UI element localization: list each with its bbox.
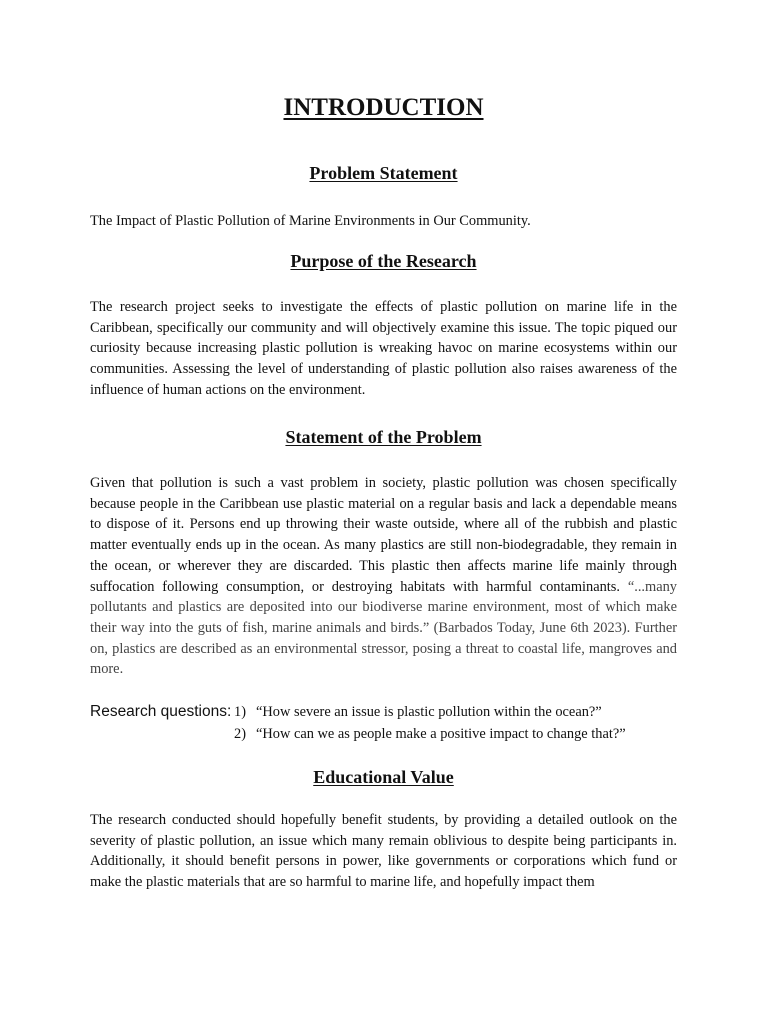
educational-value-heading: Educational Value [313, 767, 454, 787]
purpose-heading: Purpose of the Research [290, 251, 477, 271]
research-question-text: “How can we as people make a positive impact to change that?” [256, 726, 626, 742]
statement-of-problem-text [90, 473, 677, 680]
page-title: INTRODUCTION [283, 94, 484, 121]
problem-statement-text: The Impact of Plastic Pollution of Marine Environments in Our Community. [90, 213, 531, 229]
research-question-number: 2) [234, 726, 246, 742]
statement-of-problem-body: Given that pollution is such a vast problem in society, plastic pollution was chosen specifically because people in the Caribbean use plastic material on a regular basis and lack a dependable means to dispose of it. Persons end up throwing their waste outside, where all of the rubbish and plastic matter eventually ends up in the ocean. As many plastics are still non-biodegradable, they remain in the ocean, or wherever they are discarded. This plastic then affects marine life mainly through suffocation following consumption, or destroying habitats with harmful contaminants. [90, 475, 677, 595]
statement-of-problem-heading: Statement of the Problem [285, 427, 482, 447]
statement-of-problem-quote: “...many pollutants and plastics are deposited into our biodiverse marine environment, most of which make their way into the guts of fish, marine animals and birds.” (Barbados Today, June 6th 2023). Further on, plastics are described as an environmental stressor, posing a threat to coastal life, mangroves and more. [90, 578, 677, 678]
research-question-number: 1) [234, 704, 246, 720]
research-questions-label: Research questions: [90, 703, 232, 720]
problem-statement-heading: Problem Statement [309, 163, 458, 183]
research-question-item [234, 701, 602, 723]
research-question-item [234, 723, 626, 745]
educational-value-text: The research conducted should hopefully benefit students, by providing a detailed outlook on the severity of plastic pollution, an issue which many remain oblivious to despite being participants in. Additionally, it should benefit persons in power, like governments or corporations which fund or make the plastic materials that are so harmful to marine life, and hopefully impact them [90, 812, 677, 891]
research-question-text: “How severe an issue is plastic pollution within the ocean?” [256, 704, 602, 720]
purpose-text: The research project seeks to investigate the effects of plastic pollution on marine life in the Caribbean, specifically our community and will objectively examine this issue. The topic piqued our curiosity because increasing plastic pollution is wreaking havoc on marine ecosystems within our communities. Assessing the level of understanding of plastic pollution also raises awareness of the influence of human actions on the environment. [90, 299, 677, 398]
